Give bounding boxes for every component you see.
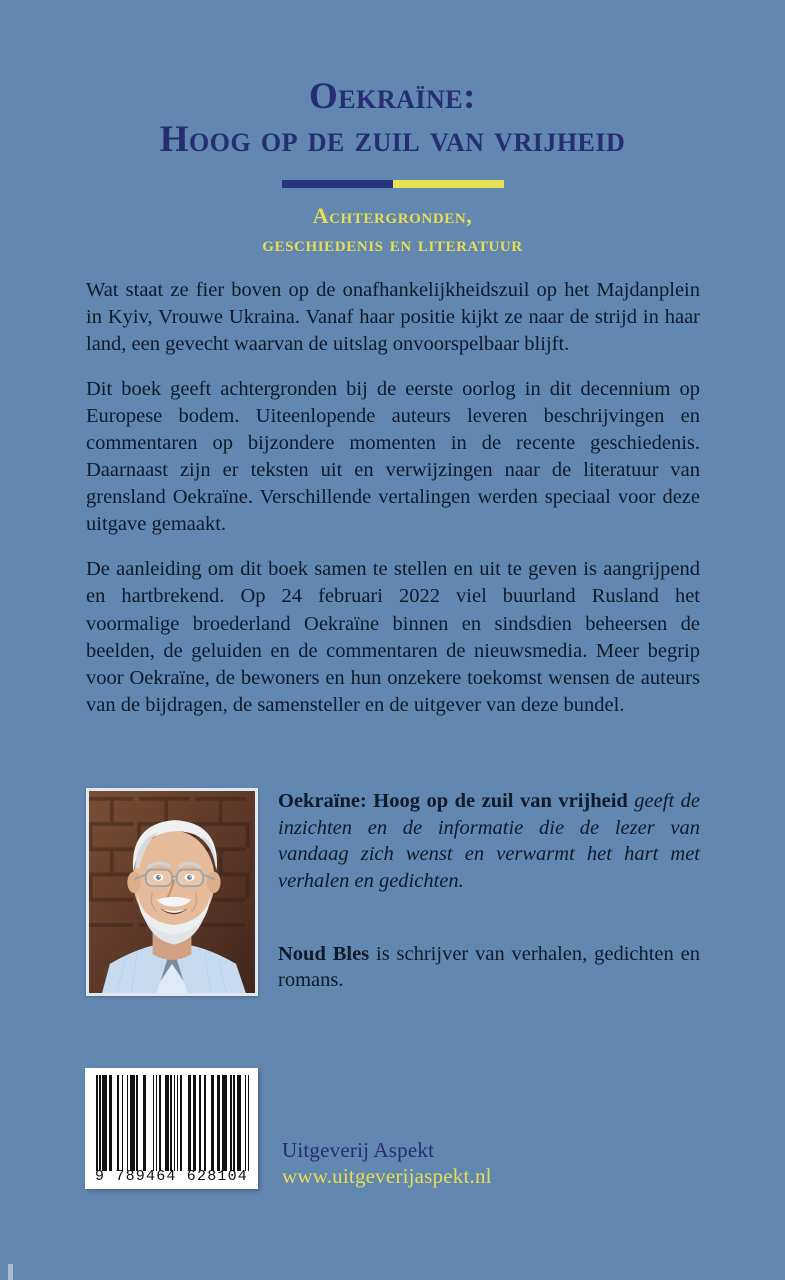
publisher-website-url[interactable]: www.uitgeverijaspekt.nl <box>282 1163 492 1188</box>
subtitle-line-2: geschiedenis en literatuur <box>262 231 523 257</box>
barcode-bar <box>248 1075 250 1171</box>
author-blurb <box>278 788 700 994</box>
flag-divider <box>282 180 504 188</box>
back-cover-blurb <box>86 277 700 719</box>
barcode-number: 9 789464 628104 <box>94 1168 249 1185</box>
divider-blue-bar <box>282 180 393 188</box>
body-paragraph-2: Dit boek geeft achtergronden bij de eerste oorlog in dit decennium op Europese bodem. Uiteenlopende auteurs leveren beschrijvingen en commentaren op bijzondere momenten in de recente geschiedenis. Daarnaast zijn er teksten uit en verwijzingen naar de literatuur van grensland Oekraïne. Verschillende vertalingen werden speciaal voor deze uitgave gemaakt. <box>86 378 700 536</box>
isbn-barcode <box>85 1068 258 1189</box>
author-portrait-illustration <box>89 791 255 993</box>
blurb-description: geeft de inzichten en de informatie die de lezer van vandaag zich wenst en verwarmt het hart met verhalen en gedichten. <box>278 790 700 892</box>
publisher-name: Uitgeverij Aspekt <box>282 1138 435 1162</box>
divider-yellow-bar <box>393 180 504 188</box>
page-edge-artifact <box>8 1264 13 1280</box>
publisher-block <box>282 1138 492 1189</box>
subtitle-line-1: Achtergronden, <box>312 203 473 228</box>
author-bio-text: is schrijver van verhalen, gedichten en romans. <box>278 942 700 992</box>
book-title-line-2: Hoog op de zuil van vrijheid <box>159 118 626 160</box>
blurb-paragraph <box>278 788 700 895</box>
title-block <box>0 76 785 162</box>
author-photo <box>86 788 258 996</box>
subtitle-block <box>0 202 785 258</box>
blurb-book-title: Oekraïne: Hoog op de zuil van vrijheid <box>278 790 628 812</box>
book-title-line-1: Oekraïne: <box>309 76 476 117</box>
author-bio-paragraph <box>278 941 700 994</box>
barcode-bars <box>96 1075 250 1171</box>
author-name: Noud Bles <box>278 942 370 965</box>
body-paragraph-1: Wat staat ze fier boven op de onafhankelijkheidszuil op het Majdanplein in Kyiv, Vrouwe Ukraina. Vanaf haar positie kijkt ze naar de strijd in haar land, een gevecht waarvan de uitslag onvoorspelbaar blijft. <box>86 279 700 356</box>
body-paragraph-3: De aanleiding om dit boek samen te stellen en uit te geven is aangrijpend en hartbrekend. Op 24 februari 2022 viel buurland Rusland het voormalige broederland Oekraïne binnen en sindsdien beheersen de beelden, de geluiden en de commentaren de nieuwsmedia. Meer begrip voor Oekraïne, de bewoners en hun onzekere toekomst wensen de auteurs van de bijdragen, de samensteller en de uitgever van deze bundel. <box>86 558 700 716</box>
